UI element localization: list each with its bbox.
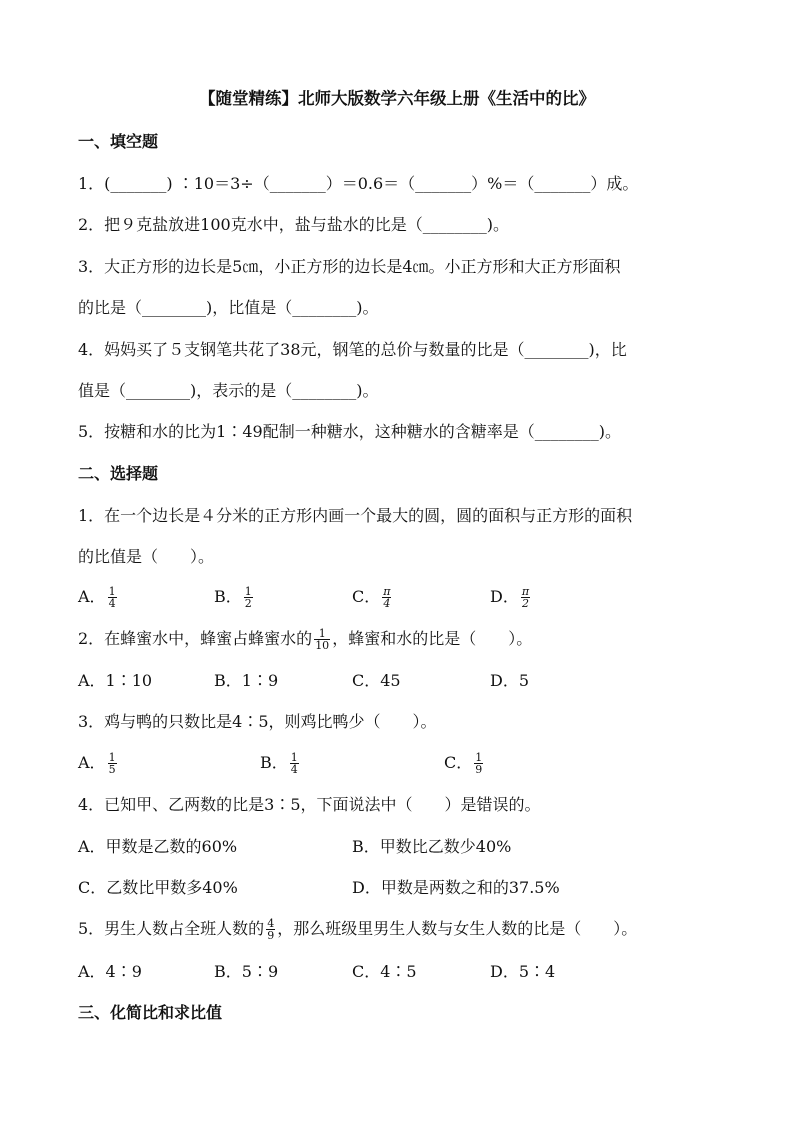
- choice-q1-option-d: D． $\frac{\pi}{2}$: [490, 585, 530, 610]
- fill-blank-q2: 2．把９克盐放进100克水中，盐与盐水的比是（________)。: [78, 215, 509, 234]
- choice-q3-option-b: B． $\frac{1}{4}$: [260, 751, 298, 776]
- page-title: 【随堂精练】北师大版数学六年级上册《生活中的比》: [199, 89, 595, 108]
- choice-q5-option-c: C．4∶5: [352, 962, 417, 981]
- choice-q5: 5．男生人数占全班人数的 $\frac{4}{9}$ ，那么班级里男生人数与女生人数的比是（ ）。: [78, 917, 638, 942]
- choice-q1-option-b: B． $\frac{1}{2}$: [214, 585, 252, 610]
- choice-q5-option-a: A．4∶9: [78, 962, 142, 981]
- fraction: $\frac{4}{9}$: [267, 917, 275, 942]
- choice-q2-option-d: D．5: [490, 671, 530, 690]
- choice-q5-option-b: B．5∶9: [214, 962, 279, 981]
- fill-blank-q3-line1: 3．大正方形的边长是5㎝，小正方形的边长是4㎝。小正方形和大正方形面积: [78, 257, 621, 276]
- choice-q5-option-d: D．5∶4: [490, 962, 556, 981]
- choice-q2-option-c: C．45: [352, 671, 401, 690]
- fill-blank-q3-line2: 的比是（________)，比值是（________)。: [78, 298, 379, 317]
- choice-q2-option-a: A．1∶10: [78, 671, 153, 690]
- choice-q1-option-a: A． $\frac{1}{4}$: [78, 585, 116, 610]
- fraction: $\frac{\pi}{2}$: [521, 585, 530, 610]
- section-simplify-heading: 三、化简比和求比值: [78, 1003, 223, 1022]
- choice-q4-option-d: D．甲数是两数之和的37.5%: [352, 878, 560, 897]
- fraction: $\frac{1}{2}$: [244, 585, 252, 610]
- fill-blank-q1: 1．(_______) ∶10＝3÷（_______）＝0.6＝（_______）%＝（_______）成。: [78, 174, 639, 193]
- fraction: $\frac{1}{4}$: [290, 751, 298, 776]
- fraction: $\frac{1}{10}$: [315, 627, 330, 652]
- fill-blank-q4-line1: 4．妈妈买了５支钢笔共花了38元，钢笔的总价与数量的比是（________)，比: [78, 340, 627, 359]
- choice-q1-line1: 1．在一个边长是４分米的正方形内画一个最大的圆，圆的面积与正方形的面积: [78, 506, 633, 525]
- choice-q3-option-a: A． $\frac{1}{5}$: [78, 751, 116, 776]
- fraction: $\frac{1}{9}$: [475, 751, 483, 776]
- choice-q1-option-c: C． $\frac{\pi}{4}$: [352, 585, 391, 610]
- fraction: $\frac{1}{4}$: [108, 585, 116, 610]
- choice-q4-option-a: A．甲数是乙数的60%: [78, 837, 238, 856]
- fraction: $\frac{\pi}{4}$: [383, 585, 391, 610]
- choice-q3-option-c: C． $\frac{1}{9}$: [444, 751, 483, 776]
- choice-q2: 2．在蜂蜜水中，蜂蜜占蜂蜜水的 $\frac{1}{10}$ ，蜂蜜和水的比是（ ）。: [78, 627, 533, 652]
- section-fill-blank-heading: 一、填空题: [78, 132, 159, 151]
- section-choice-heading: 二、选择题: [78, 464, 159, 483]
- choice-q1-line2: 的比值是（ ）。: [78, 547, 215, 566]
- choice-q3: 3．鸡与鸭的只数比是4∶5，则鸡比鸭少（ ）。: [78, 712, 437, 731]
- fill-blank-q5: 5．按糖和水的比为1∶49配制一种糖水，这种糖水的含糖率是（________)。: [78, 422, 621, 441]
- fill-blank-q4-line2: 值是（________)，表示的是（________)。: [78, 381, 379, 400]
- choice-q2-option-b: B．1∶9: [214, 671, 279, 690]
- choice-q4-option-b: B．甲数比乙数少40%: [352, 837, 512, 856]
- choice-q4: 4．已知甲、乙两数的比是3∶5，下面说法中（ ）是错误的。: [78, 795, 541, 814]
- fraction: $\frac{1}{5}$: [108, 751, 116, 776]
- choice-q4-option-c: C．乙数比甲数多40%: [78, 878, 238, 897]
